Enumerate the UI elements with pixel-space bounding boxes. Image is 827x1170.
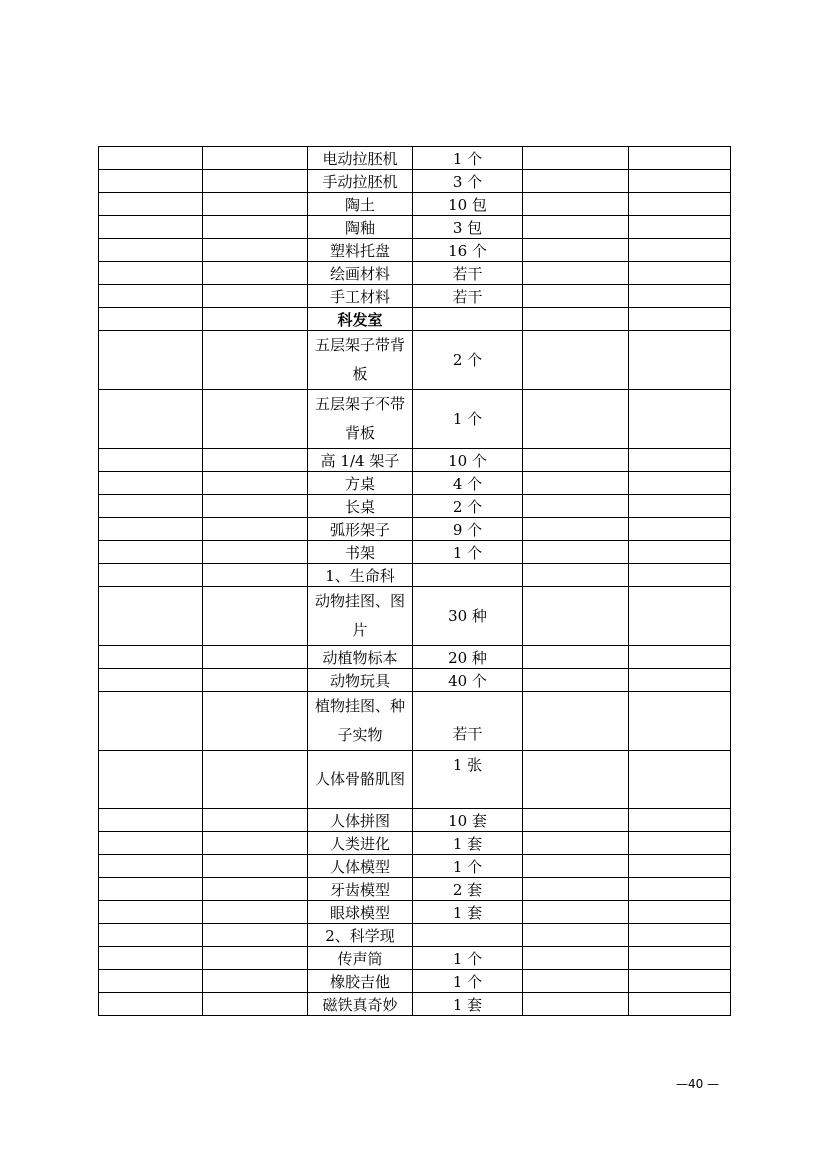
item-quantity-cell: 2 套 bbox=[413, 878, 523, 901]
empty-cell bbox=[203, 970, 308, 993]
empty-cell bbox=[629, 262, 731, 285]
item-quantity-cell: 1 套 bbox=[413, 901, 523, 924]
empty-cell bbox=[203, 390, 308, 449]
empty-cell bbox=[629, 878, 731, 901]
item-name-cell: 方桌 bbox=[308, 472, 413, 495]
empty-cell bbox=[99, 587, 203, 646]
item-quantity-cell: 若干 bbox=[413, 692, 523, 751]
empty-cell bbox=[629, 947, 731, 970]
empty-cell bbox=[203, 239, 308, 262]
empty-cell bbox=[99, 331, 203, 390]
table-row bbox=[99, 646, 731, 669]
page-number: —40 — bbox=[676, 1077, 720, 1091]
item-quantity-cell bbox=[413, 564, 523, 587]
table-row bbox=[99, 390, 731, 449]
empty-cell bbox=[629, 331, 731, 390]
empty-cell bbox=[99, 216, 203, 239]
empty-cell bbox=[523, 518, 629, 541]
empty-cell bbox=[523, 449, 629, 472]
table-row bbox=[99, 878, 731, 901]
empty-cell bbox=[99, 518, 203, 541]
item-quantity-cell: 1 套 bbox=[413, 993, 523, 1016]
empty-cell bbox=[523, 947, 629, 970]
item-quantity-cell: 1 套 bbox=[413, 832, 523, 855]
empty-cell bbox=[523, 331, 629, 390]
empty-cell bbox=[203, 541, 308, 564]
empty-cell bbox=[99, 308, 203, 331]
empty-cell bbox=[99, 809, 203, 832]
empty-cell bbox=[203, 472, 308, 495]
empty-cell bbox=[203, 331, 308, 390]
item-name-cell: 眼球模型 bbox=[308, 901, 413, 924]
empty-cell bbox=[203, 262, 308, 285]
empty-cell bbox=[523, 308, 629, 331]
item-quantity-cell: 10 个 bbox=[413, 449, 523, 472]
equipment-table-body bbox=[99, 147, 731, 1016]
empty-cell bbox=[203, 855, 308, 878]
table-row bbox=[99, 541, 731, 564]
item-quantity-cell: 1 个 bbox=[413, 147, 523, 170]
empty-cell bbox=[629, 495, 731, 518]
empty-cell bbox=[99, 495, 203, 518]
item-name-cell: 弧形架子 bbox=[308, 518, 413, 541]
empty-cell bbox=[203, 832, 308, 855]
empty-cell bbox=[203, 193, 308, 216]
empty-cell bbox=[629, 832, 731, 855]
empty-cell bbox=[629, 518, 731, 541]
empty-cell bbox=[203, 669, 308, 692]
item-name-cell: 牙齿模型 bbox=[308, 878, 413, 901]
empty-cell bbox=[523, 855, 629, 878]
empty-cell bbox=[203, 518, 308, 541]
item-quantity-cell: 1 个 bbox=[413, 970, 523, 993]
table-row bbox=[99, 924, 731, 947]
empty-cell bbox=[99, 239, 203, 262]
empty-cell bbox=[523, 239, 629, 262]
table-row bbox=[99, 993, 731, 1016]
item-quantity-cell: 1 个 bbox=[413, 541, 523, 564]
item-quantity-cell: 1 个 bbox=[413, 855, 523, 878]
item-name-cell: 动物挂图、图片 bbox=[308, 587, 413, 646]
empty-cell bbox=[629, 472, 731, 495]
item-name-cell: 电动拉胚机 bbox=[308, 147, 413, 170]
table-row bbox=[99, 518, 731, 541]
empty-cell bbox=[203, 170, 308, 193]
item-quantity-cell bbox=[413, 308, 523, 331]
item-name-cell: 人体模型 bbox=[308, 855, 413, 878]
item-name-cell: 陶釉 bbox=[308, 216, 413, 239]
empty-cell bbox=[629, 970, 731, 993]
table-row bbox=[99, 262, 731, 285]
empty-cell bbox=[99, 669, 203, 692]
empty-cell bbox=[523, 993, 629, 1016]
empty-cell bbox=[523, 495, 629, 518]
empty-cell bbox=[99, 924, 203, 947]
item-name-cell: 动物玩具 bbox=[308, 669, 413, 692]
item-quantity-cell: 3 包 bbox=[413, 216, 523, 239]
empty-cell bbox=[523, 216, 629, 239]
empty-cell bbox=[99, 751, 203, 809]
empty-cell bbox=[523, 262, 629, 285]
empty-cell bbox=[203, 564, 308, 587]
empty-cell bbox=[203, 147, 308, 170]
table-row bbox=[99, 832, 731, 855]
item-name-cell: 长桌 bbox=[308, 495, 413, 518]
empty-cell bbox=[629, 170, 731, 193]
table-row bbox=[99, 751, 731, 809]
empty-cell bbox=[99, 472, 203, 495]
empty-cell bbox=[629, 449, 731, 472]
table-row bbox=[99, 669, 731, 692]
empty-cell bbox=[203, 878, 308, 901]
table-row bbox=[99, 901, 731, 924]
item-quantity-cell: 16 个 bbox=[413, 239, 523, 262]
empty-cell bbox=[629, 308, 731, 331]
table-row bbox=[99, 472, 731, 495]
item-name-cell: 陶土 bbox=[308, 193, 413, 216]
empty-cell bbox=[523, 541, 629, 564]
item-quantity-cell: 4 个 bbox=[413, 472, 523, 495]
table-row bbox=[99, 564, 731, 587]
empty-cell bbox=[99, 970, 203, 993]
empty-cell bbox=[629, 541, 731, 564]
equipment-table bbox=[98, 146, 731, 1016]
empty-cell bbox=[523, 751, 629, 809]
empty-cell bbox=[523, 147, 629, 170]
empty-cell bbox=[99, 692, 203, 751]
item-quantity-cell: 10 套 bbox=[413, 809, 523, 832]
table-row bbox=[99, 855, 731, 878]
item-quantity-cell: 1 张 bbox=[413, 751, 523, 809]
empty-cell bbox=[629, 587, 731, 646]
table-row bbox=[99, 809, 731, 832]
empty-cell bbox=[203, 947, 308, 970]
empty-cell bbox=[99, 147, 203, 170]
item-name-cell: 塑料托盘 bbox=[308, 239, 413, 262]
empty-cell bbox=[99, 170, 203, 193]
empty-cell bbox=[99, 855, 203, 878]
empty-cell bbox=[99, 449, 203, 472]
empty-cell bbox=[629, 993, 731, 1016]
item-quantity-cell bbox=[413, 924, 523, 947]
item-quantity-cell: 9 个 bbox=[413, 518, 523, 541]
table-row bbox=[99, 495, 731, 518]
empty-cell bbox=[523, 669, 629, 692]
empty-cell bbox=[523, 924, 629, 947]
item-quantity-cell: 10 包 bbox=[413, 193, 523, 216]
item-name-cell: 植物挂图、种子实物 bbox=[308, 692, 413, 751]
empty-cell bbox=[203, 924, 308, 947]
empty-cell bbox=[629, 564, 731, 587]
empty-cell bbox=[203, 993, 308, 1016]
item-quantity-cell: 40 个 bbox=[413, 669, 523, 692]
item-quantity-cell: 1 个 bbox=[413, 947, 523, 970]
empty-cell bbox=[523, 970, 629, 993]
empty-cell bbox=[203, 809, 308, 832]
empty-cell bbox=[203, 449, 308, 472]
empty-cell bbox=[203, 216, 308, 239]
item-quantity-cell: 2 个 bbox=[413, 495, 523, 518]
empty-cell bbox=[629, 390, 731, 449]
table-row bbox=[99, 285, 731, 308]
empty-cell bbox=[523, 901, 629, 924]
item-name-cell: 人体骨骼肌图 bbox=[308, 751, 413, 809]
empty-cell bbox=[523, 285, 629, 308]
item-name-cell: 1、生命科 bbox=[308, 564, 413, 587]
empty-cell bbox=[629, 239, 731, 262]
item-name-cell: 书架 bbox=[308, 541, 413, 564]
empty-cell bbox=[629, 646, 731, 669]
empty-cell bbox=[629, 924, 731, 947]
empty-cell bbox=[203, 751, 308, 809]
empty-cell bbox=[629, 147, 731, 170]
empty-cell bbox=[99, 285, 203, 308]
empty-cell bbox=[99, 878, 203, 901]
table-row bbox=[99, 449, 731, 472]
empty-cell bbox=[629, 692, 731, 751]
table-row bbox=[99, 239, 731, 262]
empty-cell bbox=[99, 193, 203, 216]
empty-cell bbox=[203, 308, 308, 331]
item-name-cell: 人体拼图 bbox=[308, 809, 413, 832]
item-name-cell: 磁铁真奇妙 bbox=[308, 993, 413, 1016]
item-quantity-cell: 3 个 bbox=[413, 170, 523, 193]
table-row bbox=[99, 193, 731, 216]
item-name-cell: 绘画材料 bbox=[308, 262, 413, 285]
empty-cell bbox=[203, 646, 308, 669]
empty-cell bbox=[99, 541, 203, 564]
table-row bbox=[99, 587, 731, 646]
empty-cell bbox=[629, 193, 731, 216]
table-row bbox=[99, 692, 731, 751]
item-name-cell: 传声筒 bbox=[308, 947, 413, 970]
table-row bbox=[99, 308, 731, 331]
empty-cell bbox=[99, 993, 203, 1016]
empty-cell bbox=[523, 832, 629, 855]
item-name-cell: 橡胶吉他 bbox=[308, 970, 413, 993]
empty-cell bbox=[203, 901, 308, 924]
empty-cell bbox=[99, 262, 203, 285]
item-name-cell: 动植物标本 bbox=[308, 646, 413, 669]
table-row bbox=[99, 147, 731, 170]
empty-cell bbox=[523, 692, 629, 751]
item-quantity-cell: 30 种 bbox=[413, 587, 523, 646]
item-name-cell: 手动拉胚机 bbox=[308, 170, 413, 193]
item-name-cell: 五层架子不带背板 bbox=[308, 390, 413, 449]
empty-cell bbox=[523, 170, 629, 193]
empty-cell bbox=[523, 472, 629, 495]
item-quantity-cell: 20 种 bbox=[413, 646, 523, 669]
empty-cell bbox=[523, 587, 629, 646]
item-name-cell: 2、科学现 bbox=[308, 924, 413, 947]
item-quantity-cell: 若干 bbox=[413, 262, 523, 285]
item-quantity-cell: 若干 bbox=[413, 285, 523, 308]
item-name-cell: 高 1/4 架子 bbox=[308, 449, 413, 472]
empty-cell bbox=[99, 901, 203, 924]
table-row bbox=[99, 947, 731, 970]
empty-cell bbox=[629, 809, 731, 832]
empty-cell bbox=[99, 947, 203, 970]
empty-cell bbox=[99, 646, 203, 669]
table-row bbox=[99, 216, 731, 239]
empty-cell bbox=[203, 285, 308, 308]
empty-cell bbox=[629, 669, 731, 692]
empty-cell bbox=[523, 646, 629, 669]
item-quantity-cell: 1 个 bbox=[413, 390, 523, 449]
table-row bbox=[99, 331, 731, 390]
empty-cell bbox=[523, 390, 629, 449]
table-row bbox=[99, 970, 731, 993]
section-header-cell: 科发室 bbox=[308, 308, 413, 331]
item-name-cell: 手工材料 bbox=[308, 285, 413, 308]
empty-cell bbox=[99, 564, 203, 587]
empty-cell bbox=[629, 285, 731, 308]
empty-cell bbox=[523, 809, 629, 832]
item-name-cell: 五层架子带背板 bbox=[308, 331, 413, 390]
empty-cell bbox=[523, 193, 629, 216]
empty-cell bbox=[203, 587, 308, 646]
empty-cell bbox=[203, 495, 308, 518]
table-row bbox=[99, 170, 731, 193]
empty-cell bbox=[629, 855, 731, 878]
empty-cell bbox=[629, 751, 731, 809]
item-quantity-cell: 2 个 bbox=[413, 331, 523, 390]
empty-cell bbox=[629, 216, 731, 239]
empty-cell bbox=[99, 832, 203, 855]
empty-cell bbox=[203, 692, 308, 751]
empty-cell bbox=[523, 564, 629, 587]
empty-cell bbox=[629, 901, 731, 924]
empty-cell bbox=[99, 390, 203, 449]
item-name-cell: 人类进化 bbox=[308, 832, 413, 855]
empty-cell bbox=[523, 878, 629, 901]
